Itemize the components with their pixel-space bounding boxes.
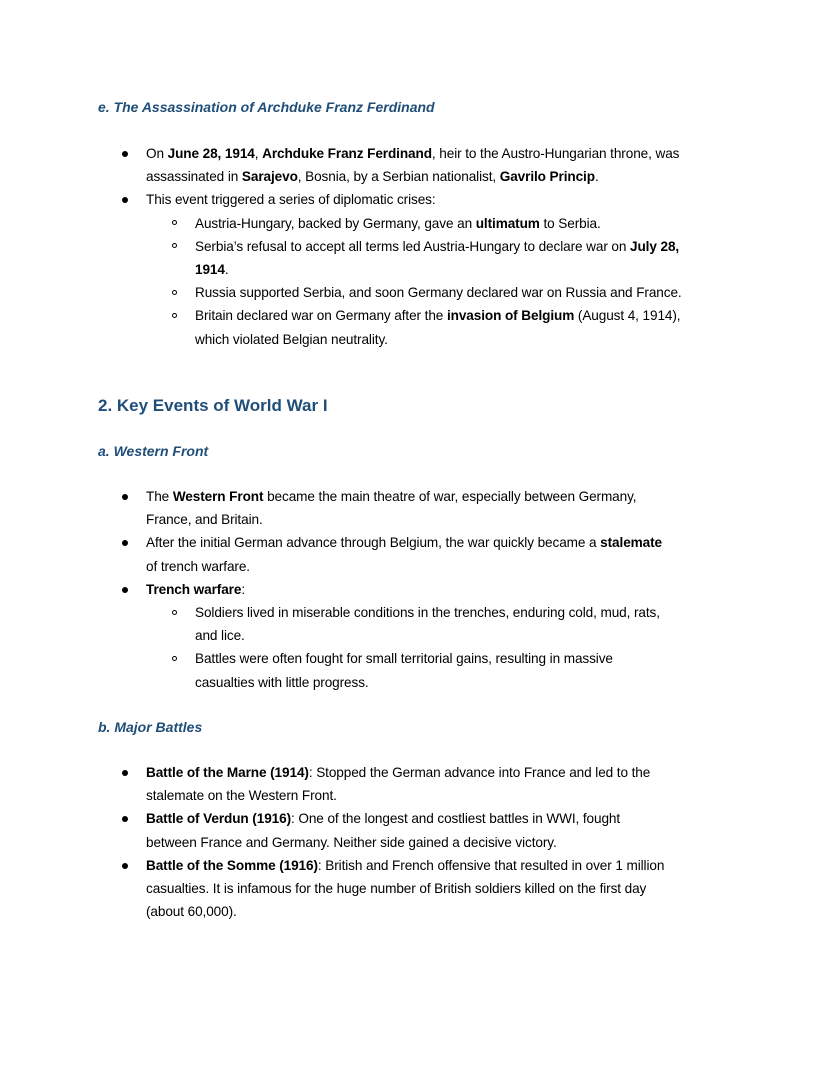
section-e-heading: e. The Assassination of Archduke Franz Ferdinand xyxy=(98,99,435,115)
list-item xyxy=(98,142,682,188)
text: Battles were often fought for small territorial gains, resulting in massive xyxy=(195,651,613,667)
text: Britain declared war on Germany after the xyxy=(195,308,447,324)
list-item xyxy=(98,188,682,211)
bold-text: Western Front xyxy=(172,489,264,504)
section-e-list xyxy=(98,142,682,351)
text: and lice. xyxy=(195,628,245,644)
text: After the initial German advance through Belgium, the war quickly became a xyxy=(146,535,601,551)
bold-text: Battle of Verdun (1916) xyxy=(146,811,292,827)
text: , Bosnia, by a Serbian nationalist, xyxy=(297,169,500,185)
text: stalemate on the Western Front. xyxy=(146,788,337,804)
text: France, and Britain. xyxy=(146,512,263,528)
text: The xyxy=(146,489,173,504)
bold-text: June 28, 1914 xyxy=(167,146,255,161)
bold-text: Trench warfare xyxy=(146,581,242,597)
text: became the main theatre of war, especially between Germany, xyxy=(263,489,637,504)
text: casualties. It is infamous for the huge number of British soldiers killed on the first day xyxy=(146,881,647,897)
text: assassinated in xyxy=(146,169,242,185)
text: : xyxy=(241,581,245,597)
text: On xyxy=(146,146,168,161)
text: Soldiers lived in miserable conditions in the trenches, enduring cold, mud, rats, xyxy=(195,605,660,621)
bold-text: Battle of the Somme (1916) xyxy=(146,857,318,873)
western-front-list xyxy=(98,485,662,694)
bold-text: Sarajevo xyxy=(241,169,298,185)
bold-text: stalemate xyxy=(600,535,662,551)
list-item xyxy=(98,761,664,807)
bold-text: July 28, xyxy=(630,238,680,254)
text: , heir to the Austro-Hungarian throne, was xyxy=(431,146,680,161)
text: to Serbia. xyxy=(539,215,601,231)
text: : Stopped the German advance into France and led to the xyxy=(308,765,651,780)
text: casualties with little progress. xyxy=(195,674,369,690)
sub-list-item xyxy=(98,281,682,304)
text: Austria-Hungary, backed by Germany, gave an xyxy=(195,215,476,231)
sub-list-item xyxy=(98,235,682,281)
list-item xyxy=(98,578,662,601)
bold-text: invasion of Belgium xyxy=(446,308,575,324)
list-item xyxy=(98,485,662,531)
section-2-heading: 2. Key Events of World War I xyxy=(98,396,328,415)
list-item xyxy=(98,854,664,924)
bold-text: Battle of the Marne (1914) xyxy=(146,765,309,780)
text: (August 4, 1914), xyxy=(574,308,681,324)
text: This event triggered a series of diplomatic crises: xyxy=(146,192,436,208)
major-battles-list xyxy=(98,761,664,923)
bold-text: Gavrilo Princip xyxy=(499,169,595,185)
text: . xyxy=(594,169,599,185)
sub-list-item xyxy=(98,304,682,350)
text: (about 60,000). xyxy=(146,904,237,920)
sub-list-item xyxy=(98,212,682,235)
text: , xyxy=(254,146,263,161)
text: . xyxy=(224,262,229,278)
sub-list-item xyxy=(98,601,662,647)
text: Russia supported Serbia, and soon Germany declared war on Russia and France. xyxy=(195,285,682,301)
sub-list-item xyxy=(98,647,662,693)
text: Serbia’s refusal to accept all terms led Austria-Hungary to declare war on xyxy=(195,238,631,254)
western-front-heading: a. Western Front xyxy=(98,443,209,459)
list-item xyxy=(98,531,662,577)
text: : British and French offensive that resulted in over 1 million xyxy=(317,857,665,873)
text: which violated Belgian neutrality. xyxy=(195,331,388,347)
bold-text: 1914 xyxy=(195,262,225,278)
text: of trench warfare. xyxy=(146,558,250,574)
major-battles-heading: b. Major Battles xyxy=(98,719,203,735)
text: : One of the longest and costliest battles in WWI, fought xyxy=(291,811,621,827)
bold-text: Archduke Franz Ferdinand xyxy=(262,146,432,161)
text: between France and Germany. Neither side gained a decisive victory. xyxy=(146,834,557,850)
bold-text: ultimatum xyxy=(475,215,540,231)
list-item xyxy=(98,807,664,853)
